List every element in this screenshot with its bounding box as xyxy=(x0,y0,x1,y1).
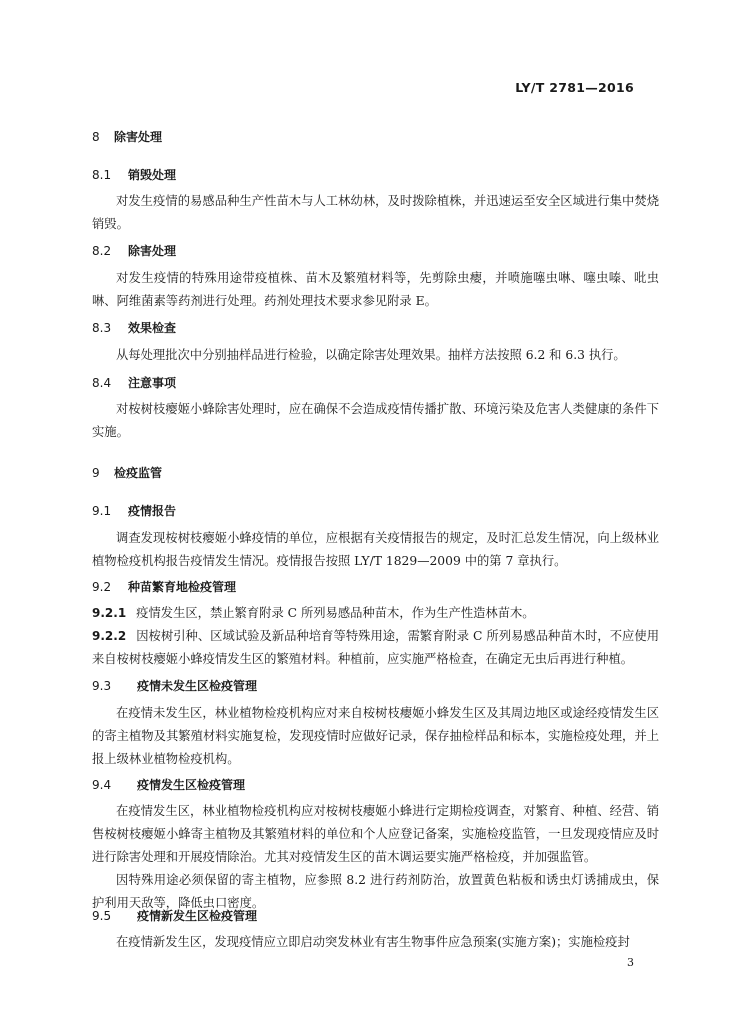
section-number: 8 xyxy=(92,130,100,144)
section-title: 疫情未发生区检疫管理 xyxy=(137,679,258,693)
section-8-2-heading xyxy=(92,242,176,259)
clause-9-2-1 xyxy=(92,602,659,625)
section-9-1-heading xyxy=(92,502,176,519)
section-title: 疫情报告 xyxy=(128,504,177,518)
section-9-4-text-1: 在疫情发生区，林业植物检疫机构应对桉树枝瘿姬小蜂进行定期检疫调查，对繁育、种植、经营、销售桉树枝瘿姬小蜂寄主植物及其繁殖材料的单位和个人应登记备案，实施检疫监管，一旦发现疫情应及时进行除害处理和开展疫情除治。尤其对疫情发生区的苗木调运要实施严格检疫，并加强监管。 xyxy=(92,804,659,864)
section-title: 销毁处理 xyxy=(128,168,177,182)
section-number: 9.2 xyxy=(92,580,112,594)
section-8-3-text: 从每处理批次中分别抽样品进行检验，以确定除害处理效果。抽样方法按照 6.2 和 6.3 执行。 xyxy=(116,348,626,362)
section-title: 疫情发生区检疫管理 xyxy=(137,778,246,792)
section-9-5-text: 在疫情新发生区，发现疫情应立即启动突发林业有害生物事件应急预案(实施方案)；实施检疫封 xyxy=(116,935,630,949)
section-number: 9 xyxy=(92,466,100,480)
section-title: 种苗繁育地检疫管理 xyxy=(128,580,237,594)
section-9-2-heading xyxy=(92,578,236,595)
section-title: 除害处理 xyxy=(128,244,177,258)
section-number: 9.5 xyxy=(92,909,112,923)
section-9-4-heading xyxy=(92,776,245,793)
section-number: 8.1 xyxy=(92,168,112,182)
section-8-4-text: 对桉树枝瘿姬小蜂除害处理时，应在确保不会造成疫情传播扩散、环境污染及危害人类健康的条件下实施。 xyxy=(92,402,659,439)
section-title: 除害处理 xyxy=(114,130,163,144)
clause-number: 9.2.2 xyxy=(92,629,127,643)
section-9-3-text: 在疫情未发生区，林业植物检疫机构应对来自桉树枝瘿姬小蜂发生区及其周边地区或途经疫情发生区的寄主植物及其繁殖材料实施复检，发现疫情时应做好记录，保存抽检样品和标本，实施检疫处理，并上报上级林业植物检疫机构。 xyxy=(92,706,659,766)
section-8-2-text: 对发生疫情的特殊用途带疫植株、苗木及繁殖材料等，先剪除虫瘿，并喷施噻虫啉、噻虫嗪、吡虫啉、阿维菌素等药剂进行处理。药剂处理技术要求参见附录 E。 xyxy=(92,271,659,308)
section-9-heading xyxy=(92,464,162,481)
standard-code: LY/T 2781—2016 xyxy=(515,80,634,95)
section-8-3-heading xyxy=(92,319,176,336)
clause-text: 疫情发生区，禁止繁育附录 C 所列易感品种苗木，作为生产性造林苗木。 xyxy=(136,606,535,620)
section-title: 效果检查 xyxy=(128,321,177,335)
section-number: 8.4 xyxy=(92,376,112,390)
section-9-5-heading xyxy=(92,907,257,924)
section-9-3-heading xyxy=(92,677,257,694)
section-9-4-text-2: 因特殊用途必须保留的寄主植物，应参照 8.2 进行药剂防治，放置黄色粘板和诱虫灯诱捕成虫，保护利用天敌等，降低虫口密度。 xyxy=(92,873,659,910)
section-8-1-text: 对发生疫情的易感品种生产性苗木与人工林幼林，及时拨除植株，并迅速运至安全区域进行集中焚烧销毁。 xyxy=(92,194,659,231)
page-number: 3 xyxy=(627,956,634,969)
section-number: 9.1 xyxy=(92,504,112,518)
clause-number: 9.2.1 xyxy=(92,606,127,620)
section-8-4-heading xyxy=(92,374,176,391)
section-number: 9.3 xyxy=(92,679,112,693)
section-number: 8.3 xyxy=(92,321,112,335)
clause-text: 因桉树引种、区域试验及新品种培育等特殊用途，需繁育附录 C 所列易感品种苗木时，不应使用来自桉树枝瘿姬小蜂疫情发生区的繁殖材料。种植前，应实施严格检查，在确定无虫后再进行种植。 xyxy=(92,629,659,666)
section-number: 8.2 xyxy=(92,244,112,258)
section-title: 注意事项 xyxy=(128,376,177,390)
section-8-heading xyxy=(92,128,162,145)
section-title: 检疫监管 xyxy=(114,466,163,480)
section-number: 9.4 xyxy=(92,778,112,792)
clause-9-2-2 xyxy=(92,625,659,671)
section-title: 疫情新发生区检疫管理 xyxy=(137,909,258,923)
section-9-1-text: 调查发现桉树枝瘿姬小蜂疫情的单位，应根据有关疫情报告的规定，及时汇总发生情况，向上级林业植物检疫机构报告疫情发生情况。疫情报告按照 LY/T 1829—2009 中的第 7 章执行。 xyxy=(92,531,659,568)
section-8-1-heading xyxy=(92,166,176,183)
